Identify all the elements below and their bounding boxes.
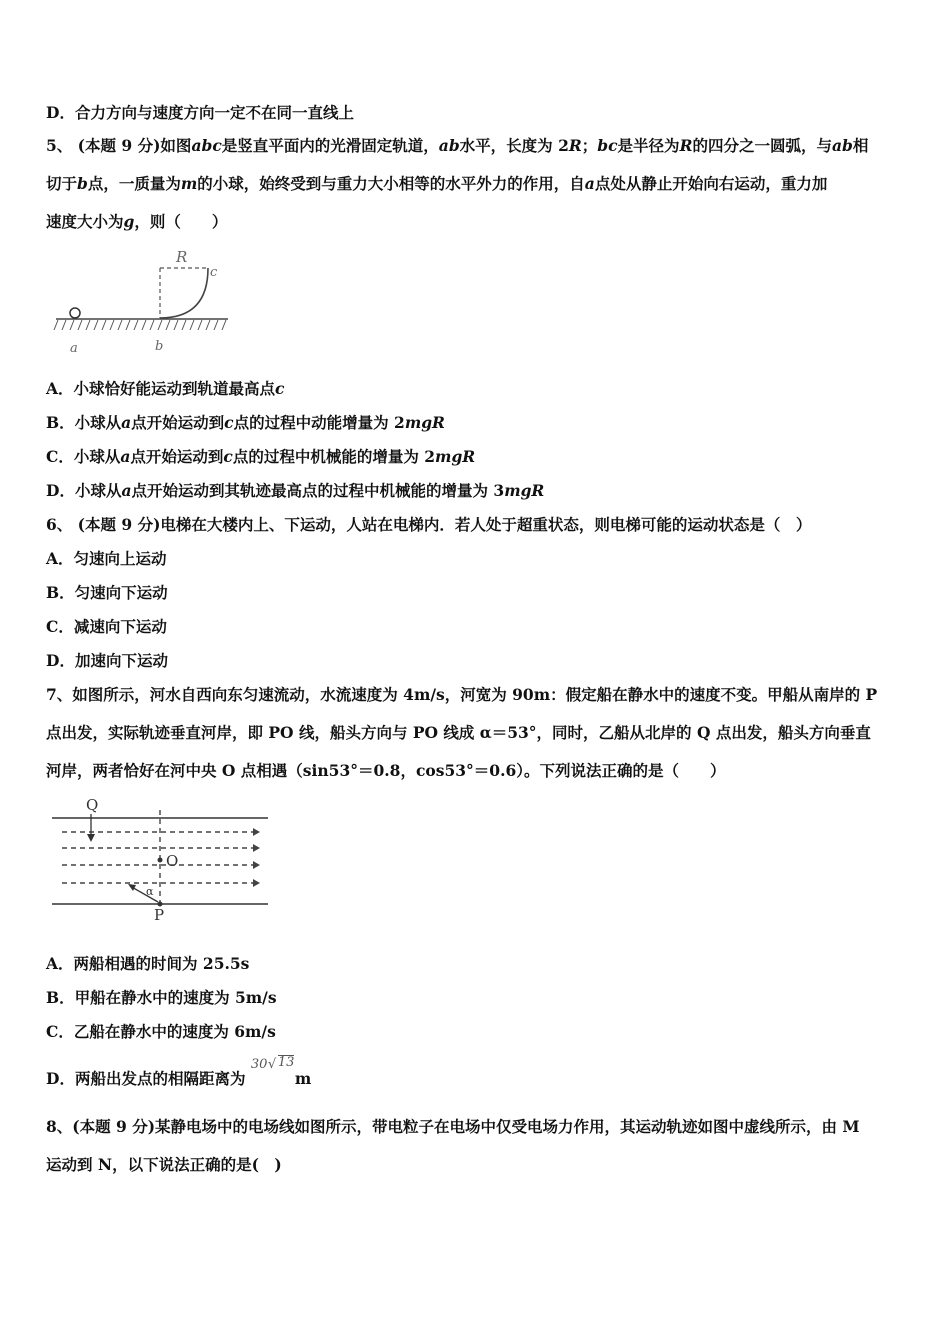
label-P: P [154,906,165,922]
q8-stem-line2: 运动到 N，以下说法正确的是( ) [46,1155,282,1174]
label-a: a [70,341,78,356]
quarter-arc [160,268,208,318]
q8-stem-line1: 8、(本题 9 分)某静电场中的电场线如图所示，带电粒子在电场中仅受电场力作用，其运动轨迹如图中虚线所示，由 M [46,1117,860,1136]
q7-option-c: C．乙船在静水中的速度为 6m/s [46,1022,276,1041]
q5-stem: 5、 (本题 9 分)如图abc是竖直平面内的光滑固定轨道，ab水平，长度为 2R；bc是半径为R的四分之一圆弧，与ab相 切于b点，一质量为m的小球，始终受到与重力大小相等的水平外力的作用，自a点处从静止开始向右运动，重力加 速度大小为g，则（ ） [46,136,869,231]
ball [70,308,80,318]
label-Q: Q [86,796,99,814]
q5-track-figure [50,240,240,358]
q6-stem: 6、 (本题 9 分)电梯在大楼内上、下运动，人站在电梯内．若人处于超重状态，则电梯可能的运动状态是（ ） [46,515,812,534]
q5-option-a: A．小球恰好能运动到轨道最高点c [46,379,285,398]
q7-option-b: B．甲船在静水中的速度为 5m/s [46,988,277,1007]
q7-stem-line2: 点出发，实际轨迹垂直河岸，即 PO 线，船头方向与 PO 线成 α＝53°，同时，乙船从北岸的 Q 点出发，船头方向垂直 [46,723,871,742]
label-c: c [210,265,218,280]
q7-option-d: D．两船出发点的相隔距离为 30 √ 13 m [46,1055,312,1088]
label-b: b [155,339,164,354]
label-R: R [176,248,188,266]
prev-option-d: D．合力方向与速度方向一定不在同一直线上 [46,103,354,122]
sqrt-expression: 30 √ 13 [250,1055,295,1072]
q7-stem-line3: 河岸，两者恰好在河中央 O 点相遇（sin53°＝0.8，cos53°＝0.6）。下列说法正确的是（ ） [46,761,726,780]
label-alpha: α [146,885,154,898]
q6-option-d: D．加速向下运动 [46,651,168,670]
point-o [158,858,163,863]
q5-option-d: D．小球从a点开始运动到其轨迹最高点的过程中机械能的增量为 3mgR [46,481,545,500]
q7-option-a: A．两船相遇的时间为 25.5s [46,954,250,973]
q5-option-c: C．小球从a点开始运动到c点的过程中机械能的增量为 2mgR [46,447,476,466]
label-O: O [166,852,179,870]
q6-option-c: C．减速向下运动 [46,617,167,636]
q6-option-b: B．匀速向下运动 [46,583,168,602]
q6-option-a: A．匀速向上运动 [46,549,167,568]
q7-stem-line1: 7、如图所示，河水自西向东匀速流动，水流速度为 4m/s，河宽为 90m：假定船在静水中的速度不变。甲船从南岸的 P [46,685,878,704]
q7-river-figure [48,794,273,922]
q5-option-b: B．小球从a点开始运动到c点的过程中动能增量为 2mgR [46,413,445,432]
